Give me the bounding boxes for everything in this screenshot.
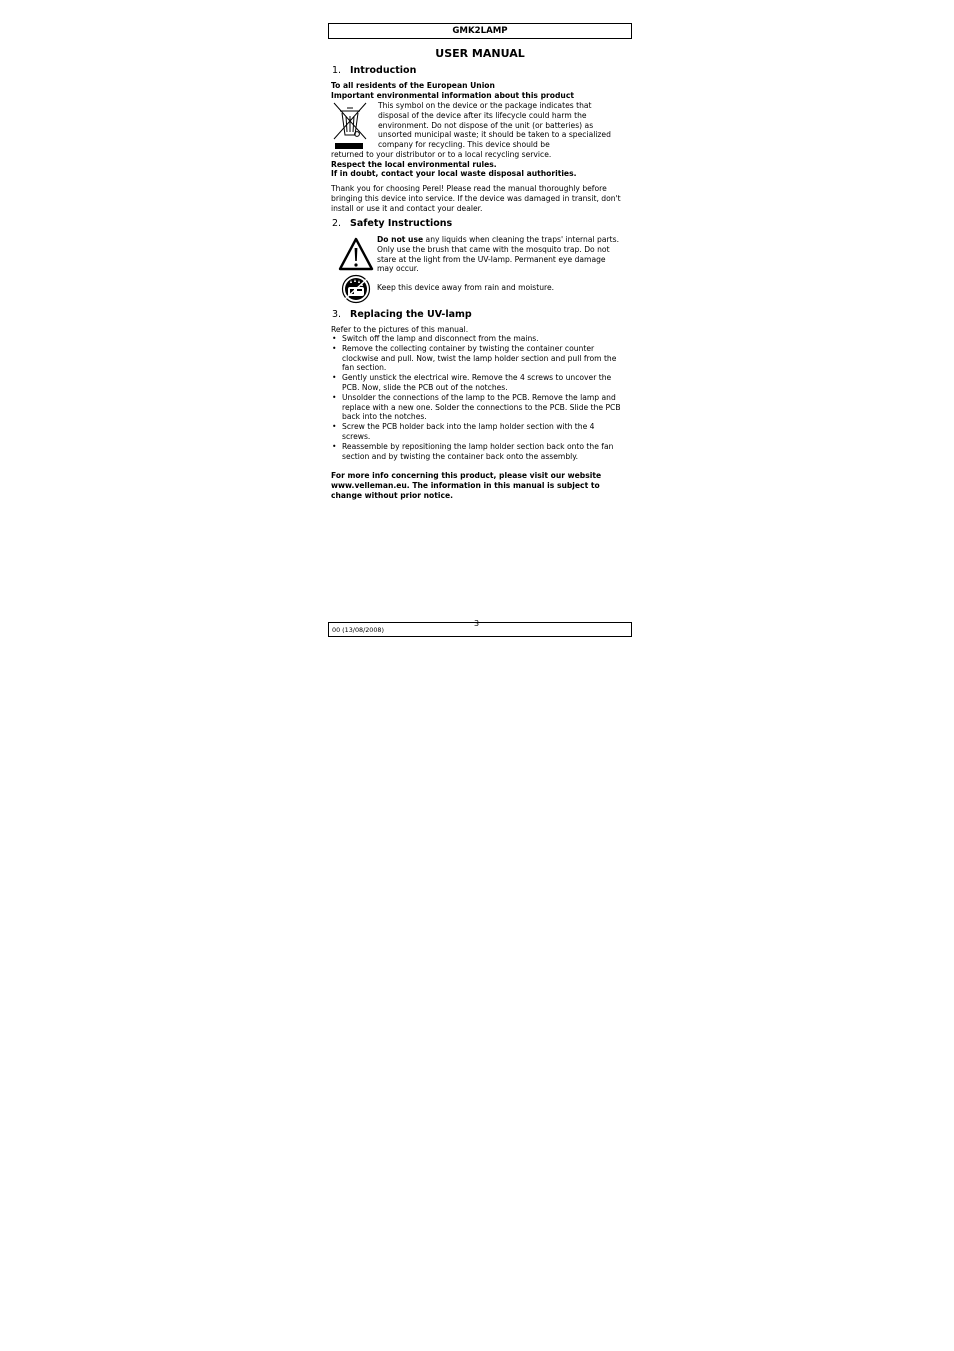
section-title: Safety Instructions bbox=[350, 218, 453, 229]
section-number: 1. bbox=[332, 65, 342, 76]
version-date: 00 (13/08/2008) bbox=[332, 626, 384, 634]
section-number: 3. bbox=[332, 309, 342, 320]
replace-steps-list bbox=[331, 334, 621, 461]
page-number: 3 bbox=[474, 619, 480, 628]
eu-residents-line: To all residents of the European Union bbox=[331, 81, 495, 90]
environment-info-line: Important environmental information about this product bbox=[331, 91, 574, 100]
rain-moisture-icon bbox=[340, 274, 372, 304]
list-item: • Gently unstick the electrical wire. Remove the 4 screws to uncover the PCB. Now, slide the PCB out of the notches. bbox=[331, 373, 621, 393]
section-title: Replacing the UV-lamp bbox=[350, 309, 472, 320]
page-footer bbox=[328, 619, 632, 637]
section-number: 2. bbox=[332, 218, 342, 229]
section-replace-heading bbox=[332, 309, 472, 320]
warning-text bbox=[377, 235, 619, 274]
thanks-paragraph: Thank you for choosing Perel! Please read the manual thoroughly before bringing this device into service. If the device was damaged in transit, don't install or use it and contact your dealer. bbox=[331, 184, 621, 213]
warning-rest: any liquids when cleaning the traps' internal parts. Only use the brush that came with the mosquito trap. Do not stare at the light from the UV-lamp. Permanent eye damage may occur. bbox=[377, 235, 619, 274]
more-info-paragraph: For more info concerning this product, please visit our website www.velleman.eu. The information in this manual is subject to change without prior notice. bbox=[331, 471, 602, 500]
replace-intro: Refer to the pictures of this manual. bbox=[331, 325, 469, 334]
list-item: • Reassemble by repositioning the lamp holder section back onto the fan section and by twisting the container back onto the assembly. bbox=[331, 442, 621, 462]
warning-triangle-icon bbox=[338, 237, 374, 271]
moisture-warning-text: Keep this device away from rain and moisture. bbox=[377, 283, 555, 292]
list-item: • Switch off the lamp and disconnect from the mains. bbox=[331, 334, 621, 344]
weee-text-continued: returned to your distributor or to a local recycling service. bbox=[331, 150, 552, 159]
page-title: USER MANUAL bbox=[435, 47, 525, 60]
list-item: • Unsolder the connections of the lamp to the PCB. Remove the lamp and replace with a new one. Solder the connections to the PCB. Slide the PCB back into the notches. bbox=[331, 393, 621, 422]
section-title: Introduction bbox=[350, 65, 417, 76]
disposal-authorities: If in doubt, contact your local waste disposal authorities. bbox=[331, 169, 577, 178]
warning-bold: Do not use bbox=[377, 235, 424, 244]
weee-text: This symbol on the device or the package indicates that disposal of the device after its lifecycle could harm the environment. Do not dispose of the unit (or batteries) as unsorted municipal waste; it should be taken to a specialized company for recycling. This device should be bbox=[378, 101, 611, 150]
list-item: • Remove the collecting container by twisting the container counter clockwise and pull. Now, twist the lamp holder section and pull from the fan section. bbox=[331, 344, 621, 373]
list-item: • Screw the PCB holder back into the lamp holder section with the 4 screws. bbox=[331, 422, 621, 442]
section-safety-heading bbox=[332, 218, 452, 229]
crossed-out-bin-icon bbox=[332, 101, 368, 151]
respect-rules: Respect the local environmental rules. bbox=[331, 160, 497, 169]
section-intro-heading bbox=[332, 65, 416, 76]
header-model: GMK2LAMP bbox=[328, 23, 632, 39]
